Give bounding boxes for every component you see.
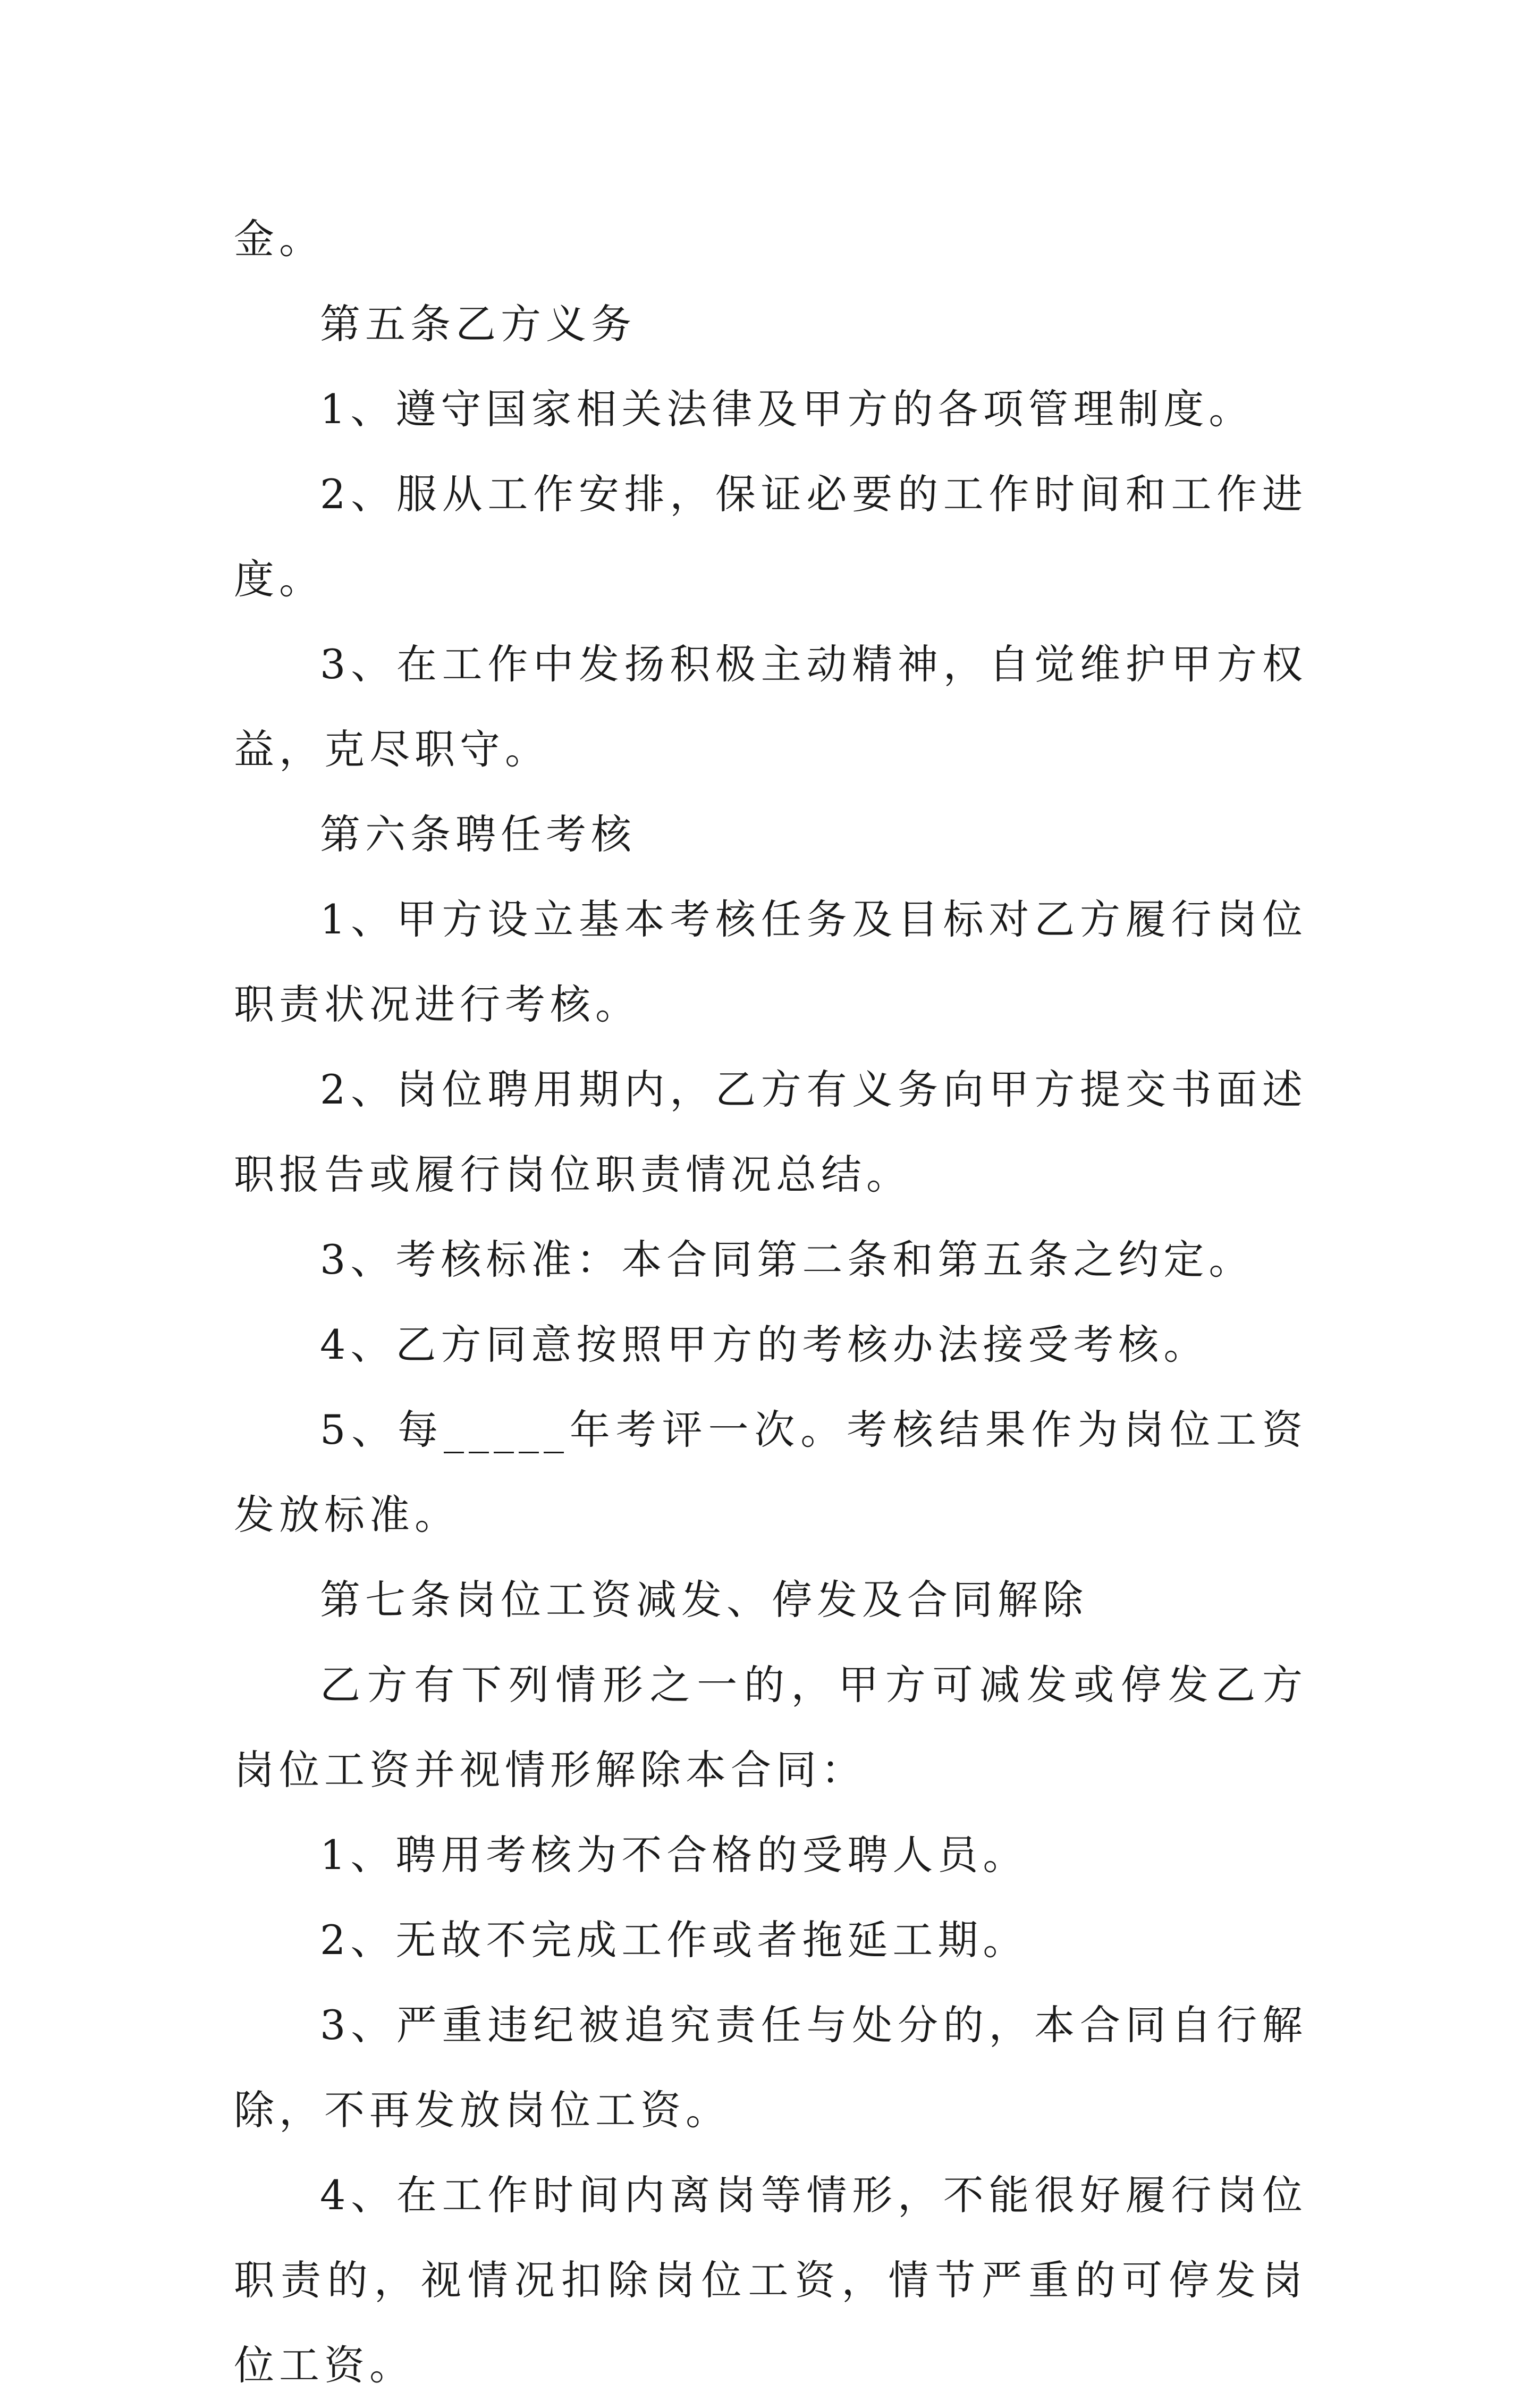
- article-6-item-3: 3、考核标准：本合同第二条和第五条之约定。: [320, 1236, 1254, 1283]
- article-7-item-1: 1、聘用考核为不合格的受聘人员。: [320, 1831, 1028, 1879]
- document-body: [234, 197, 1307, 2408]
- article-7-item-4: 4、在工作时间内离岗等情形，不能很好履行岗位职责的，视情况扣除岗位工资，情节严重的可停发岗位工资。: [234, 2171, 1307, 2389]
- article-7-intro: 乙方有下列情形之一的，甲方可减发或停发乙方岗位工资并视情形解除本合同：: [234, 1661, 1307, 1794]
- article-7-item-3: 3、严重违纪被追究责任与处分的，本合同自行解除，不再发放岗位工资。: [234, 2001, 1307, 2134]
- article-7-item-2: 2、无故不完成工作或者拖延工期。: [320, 1916, 1028, 1964]
- article-5-item-1: 1、遵守国家相关法律及甲方的各项管理制度。: [320, 385, 1254, 433]
- article-7-heading: 第七条岗位工资减发、停发及合同解除: [320, 1576, 1088, 1623]
- article-6-item-5: 5、每_____年考评一次。考核结果作为岗位工资发放标准。: [234, 1406, 1307, 1538]
- article-6-item-4: 4、乙方同意按照甲方的考核办法接受考核。: [320, 1321, 1209, 1368]
- article-5-item-2: 2、服从工作安排，保证必要的工作时间和工作进度。: [234, 470, 1307, 603]
- article-6-heading: 第六条聘任考核: [320, 811, 636, 858]
- article-6-item-2: 2、岗位聘用期内，乙方有义务向甲方提交书面述职报告或履行岗位职责情况总结。: [234, 1066, 1307, 1198]
- article-5-heading: 第五条乙方义务: [320, 300, 636, 348]
- article-5-item-3: 3、在工作中发扬积极主动精神，自觉维护甲方权益，克尽职守。: [234, 641, 1307, 773]
- article-6-item-1: 1、甲方设立基本考核任务及目标对乙方履行岗位职责状况进行考核。: [234, 896, 1307, 1028]
- paragraph-continuation: 金。: [234, 215, 324, 263]
